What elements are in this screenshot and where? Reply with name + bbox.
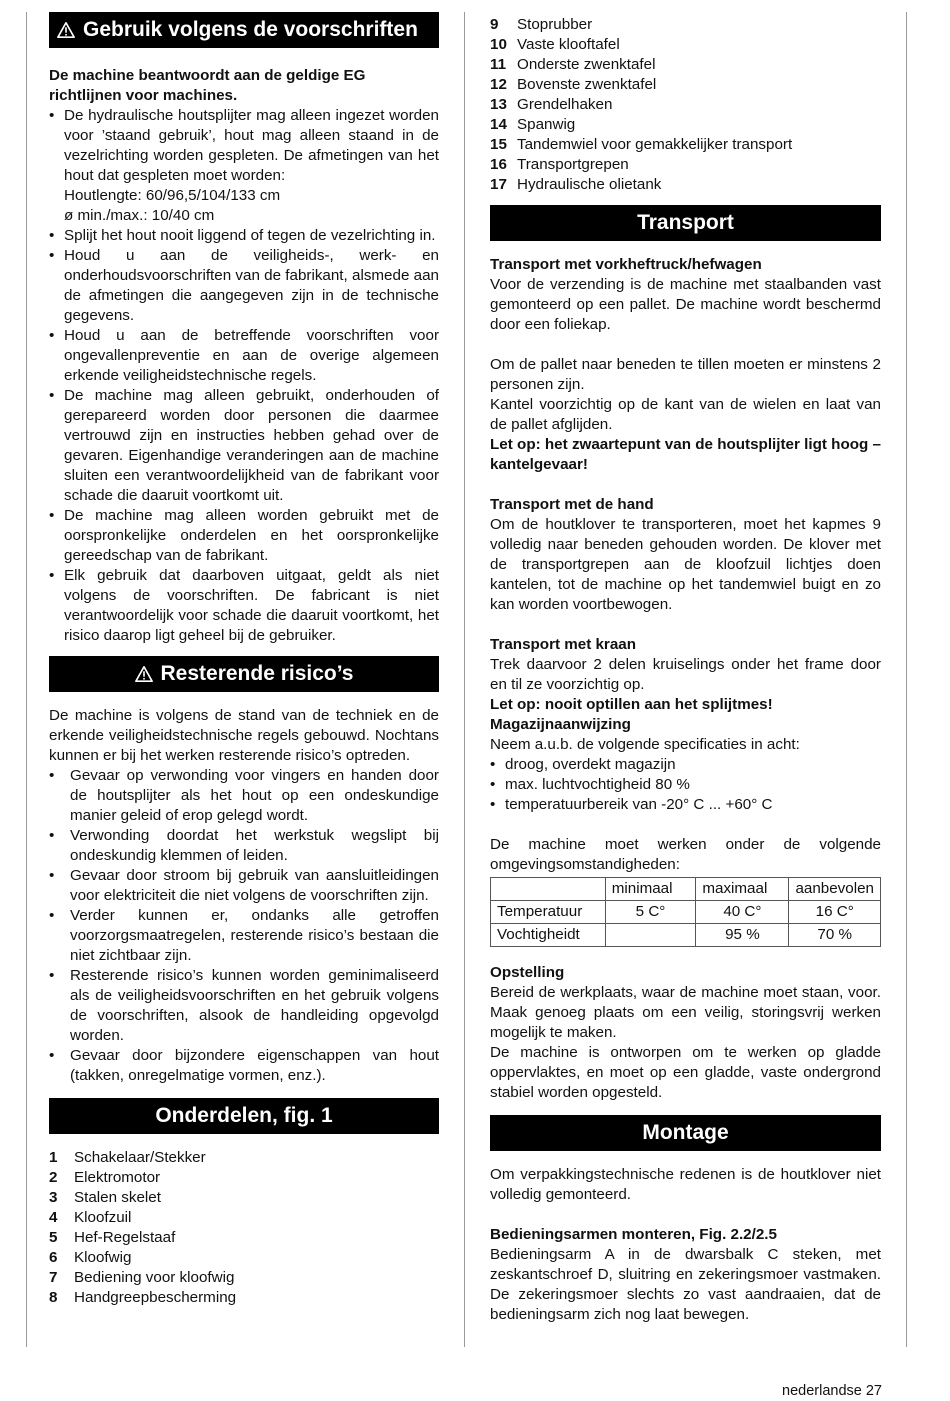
subheading: Magazijnaanwijzing	[490, 716, 631, 733]
list-item: 10 Vaste klooftafel	[490, 36, 620, 53]
bullet-list	[49, 106, 439, 646]
table-row: Temperatuur 5 C° 40 C° 16 C°	[491, 901, 881, 924]
subheading: Transport met de hand	[490, 496, 654, 513]
list-item: • Verder kunnen er, ondanks alle getroffen voorzorgsmaatregelen, resterende risico’s bestaan die niet zichtbaar zijn.	[49, 906, 439, 966]
storage-list	[490, 755, 881, 815]
list-item: 7 Bediening voor kloofwig	[49, 1269, 235, 1286]
paragraph: Bereid de werkplaats, waar de machine moet staan, voor. Maak genoeg plaats om een veilig, storingsvrij werken mogelijk te maken.	[490, 984, 881, 1041]
diameter-line: ø min./max.: 10/40 cm	[64, 207, 215, 224]
list-item: 17 Hydraulische olietank	[490, 176, 662, 193]
center-rule	[464, 12, 465, 1347]
list-item: • De hydraulische houtsplijter mag alleen ingezet worden voor ’staand gebruik’, hout mag alleen staand in de vezelrichting worden gespleten. De afmetingen van het hout dat gespleten moet worden: Houtlengte: 60/96,5/104/133 cm ø min./max.: 10/40 cm	[49, 106, 439, 226]
list-item: 3 Stalen skelet	[49, 1189, 161, 1206]
table-header-row: minimaal maximaal aanbevolen	[491, 878, 881, 901]
left-column	[49, 12, 439, 1308]
list-item: 5 Hef-Regelstaaf	[49, 1229, 176, 1246]
intro-text: De machine beantwoordt aan de geldige EG richtlijnen voor machines.	[49, 67, 366, 104]
left-margin-rule	[26, 12, 27, 1347]
list-item: • droog, overdekt magazijn	[490, 755, 881, 775]
parts-list	[49, 1148, 439, 1308]
length-line: Houtlengte: 60/96,5/104/133 cm	[64, 187, 281, 204]
paragraph: Neem a.u.b. de volgende specificaties in acht:	[490, 736, 800, 753]
right-margin-rule	[906, 12, 907, 1347]
paragraph: Om de pallet naar beneden te tillen moeten er minstens 2 personen zijn.	[490, 356, 881, 393]
warning-text: Let op: het zwaartepunt van de houtsplijter ligt hoog – kantelgevaar!	[490, 436, 881, 473]
warning-text: Let op: nooit optillen aan het splijtmes!	[490, 696, 773, 713]
list-item: 14 Spanwig	[490, 116, 576, 133]
list-item: • Splijt het hout nooit liggend of tegen de vezelrichting in.	[49, 226, 439, 246]
subheading: Bedieningsarmen monteren, Fig. 2.2/2.5	[490, 1226, 777, 1243]
section-title: Resterende risico’s	[160, 662, 354, 685]
list-item: 9 Stoprubber	[490, 16, 593, 33]
list-item: 6 Kloofwig	[49, 1249, 132, 1266]
list-item: 12 Bovenste zwenktafel	[490, 76, 657, 93]
paragraph: De machine moet werken onder de volgende omgevingsomstandigheden:	[490, 836, 881, 873]
list-item: • temperatuurbereik van -20° C ... +60° C	[490, 795, 881, 815]
paragraph: Voor de verzending is de machine met staalbanden vast gemonteerd op een pallet. De machine wordt beschermd door een foliekap.	[490, 276, 881, 333]
list-item: • Houd u aan de veiligheids-, werk- en onderhoudsvoorschriften van de fabrikant, alsmede aan de afmetingen die aangegeven zijn in de technische gegevens.	[49, 246, 439, 326]
section-heading-onderdelen	[49, 1098, 439, 1134]
paragraph: Trek daarvoor 2 delen kruiselings onder het frame door en til ze voorzichtig op.	[490, 656, 881, 693]
section-heading-risicos	[49, 656, 439, 692]
paragraph: De machine is ontworpen om te werken op gladde oppervlaktes, en moet op een gladde, vaste ondergrond stabiel worden opgesteld.	[490, 1044, 881, 1101]
paragraph: Om verpakkingstechnische redenen is de houtklover niet volledig gemonteerd.	[490, 1166, 881, 1203]
list-item: 16 Transportgrepen	[490, 156, 629, 173]
section-title: Montage	[642, 1121, 729, 1144]
list-item: • Gevaar op verwonding voor vingers en handen door de houtsplijter als het hout op een ondeskundige manier geleid of erop gelegd wordt.	[49, 766, 439, 826]
section-heading-transport	[490, 205, 881, 241]
parts-list-continued	[490, 15, 881, 195]
list-item: • Houd u aan de betreffende voorschriften voor ongevallenpreventie en aan de overige algemeen erkende veiligheidstechnische regels.	[49, 326, 439, 386]
subheading: Transport met vorkheftruck/hefwagen	[490, 256, 762, 273]
list-item: • Verwonding doordat het werkstuk wegslipt bij ondeskundig klemmen of leiden.	[49, 826, 439, 866]
paragraph: Kantel voorzichtig op de kant van de wielen en laat van de pallet afglijden.	[490, 396, 881, 433]
list-item: • De machine mag alleen worden gebruikt met de oorspronkelijke onderdelen en het oorspronkelijke gereedschap van de fabrikant.	[49, 506, 439, 566]
paragraph: Bedieningsarm A in de dwarsbalk C steken, met zeskantschroef D, sluitring en zekeringsmoer vastmaken. De zekeringsmoer slechts zo vast aandraaien, dat de bedieningsarm zich nog laat bewegen.	[490, 1246, 881, 1323]
section-title: Onderdelen, fig. 1	[155, 1104, 333, 1127]
list-item: 1 Schakelaar/Stekker	[49, 1149, 206, 1166]
list-item: • max. luchtvochtigheid 80 %	[490, 775, 881, 795]
list-item: 8 Handgreepbescherming	[49, 1289, 237, 1306]
warning-triangle-icon	[57, 21, 75, 39]
list-item: 15 Tandemwiel voor gemakkelijker transport	[490, 136, 793, 153]
subheading: Transport met kraan	[490, 636, 637, 653]
section-heading-gebruik	[49, 12, 439, 48]
page-footer: nederlandse 27	[782, 1383, 882, 1399]
conditions-table	[490, 877, 881, 947]
section-title: Transport	[637, 211, 734, 234]
list-item: 2 Elektromotor	[49, 1169, 161, 1186]
list-item: 11 Onderste zwenktafel	[490, 56, 656, 73]
list-item: • Elk gebruik dat daarboven uitgaat, geldt als niet volgens de voorschriften. De fabricant is niet verantwoordelijk voor schade die daaruit voortkomt, het risico daarop ligt geheel bij de gebruiker.	[49, 566, 439, 646]
list-item: • Gevaar door stroom bij gebruik van aansluitleidingen voor elektriciteit die niet volgens de voorschriften zijn.	[49, 866, 439, 906]
warning-triangle-icon	[135, 665, 153, 683]
list-item: • Resterende risico’s kunnen worden geminimaliseerd als de veiligheidsvoorschriften en het gebruik volgens de voorschriften, alsook de handleiding opgevolgd worden.	[49, 966, 439, 1046]
list-item: • Gevaar door bijzondere eigenschappen van hout (takken, onregelmatige vormen, enz.).	[49, 1046, 439, 1086]
section-title: Gebruik volgens de voorschriften	[83, 18, 418, 41]
table-row: Vochtigheidt 95 % 70 %	[491, 924, 881, 947]
paragraph: Om de houtklover te transporteren, moet het kapmes 9 volledig naar beneden gehouden worden. De klover met de transportgrepen aan de kloofzuil lichtjes doen kantelen, tot de machine op het tandemwiel buigt en zo kan worden voortbewogen.	[490, 516, 881, 613]
bullet-list	[49, 766, 439, 1086]
right-column	[490, 15, 881, 1325]
list-item: 4 Kloofzuil	[49, 1209, 132, 1226]
list-item: • De machine mag alleen gebruikt, onderhouden of gerepareerd worden door personen die daarmee vertrouwd zijn en instructies hebben gehad over de gevaren. Eigenhandige veranderingen aan de machine sluiten een verantwoordelijkheid van de fabrikant voor schade die daaruit voortkomt uit.	[49, 386, 439, 506]
subheading: Opstelling	[490, 964, 565, 981]
section-heading-montage	[490, 1115, 881, 1151]
list-item: 13 Grendelhaken	[490, 96, 613, 113]
intro-text: De machine is volgens de stand van de techniek en de erkende veiligheidstechnische regels gebouwd. Nochtans kunnen er bij het werken resterende risico’s optreden.	[49, 707, 439, 764]
